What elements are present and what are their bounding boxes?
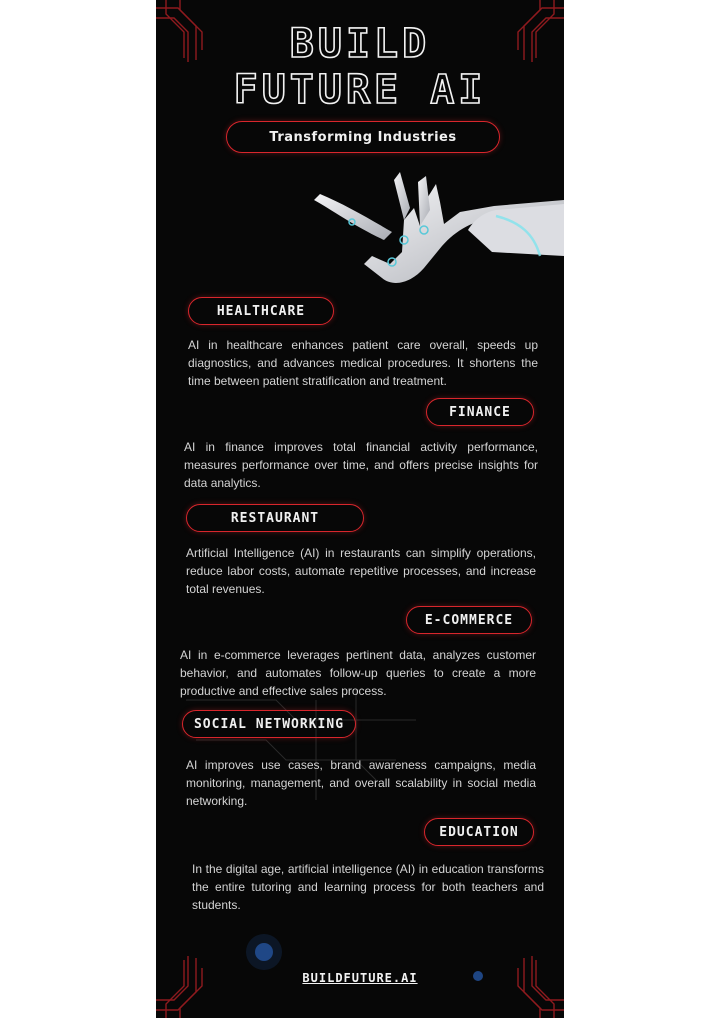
section-label-finance: FINANCE xyxy=(426,398,534,426)
section-text-restaurant: Artificial Intelligence (AI) in restaurants can simplify operations, reduce labor costs, automate repetitive processes, and increase total revenues. xyxy=(186,546,536,596)
section-text-finance: AI in finance improves total financial activity performance, measures performance over time, and offers precise insights for data analytics. xyxy=(184,440,538,490)
section-label-social-networking: SOCIAL NETWORKING xyxy=(182,710,356,738)
section-label-healthcare: HEALTHCARE xyxy=(188,297,334,325)
section-text-healthcare: AI in healthcare enhances patient care overall, speeds up diagnostics, and advances medical procedures. It shortens the time between patient stratification and treatment. xyxy=(188,338,538,388)
section-text-education: In the digital age, artificial intelligence (AI) in education transforms the entire tutoring and learning process for both teachers and students. xyxy=(192,862,544,912)
section-text-social-networking: AI improves use cases, brand awareness campaigns, media monitoring, management, and overall scalability in social media networking. xyxy=(186,758,536,808)
robot-hand-image xyxy=(234,160,564,300)
section-label-ecommerce: E-COMMERCE xyxy=(406,606,532,634)
infographic-panel xyxy=(156,0,564,1018)
title-line-1: BUILD xyxy=(289,21,431,67)
section-text-ecommerce: AI in e-commerce leverages pertinent data, analyzes customer behavior, and automates follow-up queries to create a more productive and effective sales process. xyxy=(180,648,536,698)
section-label-education: EDUCATION xyxy=(424,818,534,846)
footer-url[interactable]: BUILDFUTURE.AI xyxy=(302,971,418,985)
title-line-2: FUTURE AI xyxy=(233,67,487,113)
section-label-restaurant: RESTAURANT xyxy=(186,504,364,532)
subtitle-pill: Transforming Industries xyxy=(226,121,500,153)
